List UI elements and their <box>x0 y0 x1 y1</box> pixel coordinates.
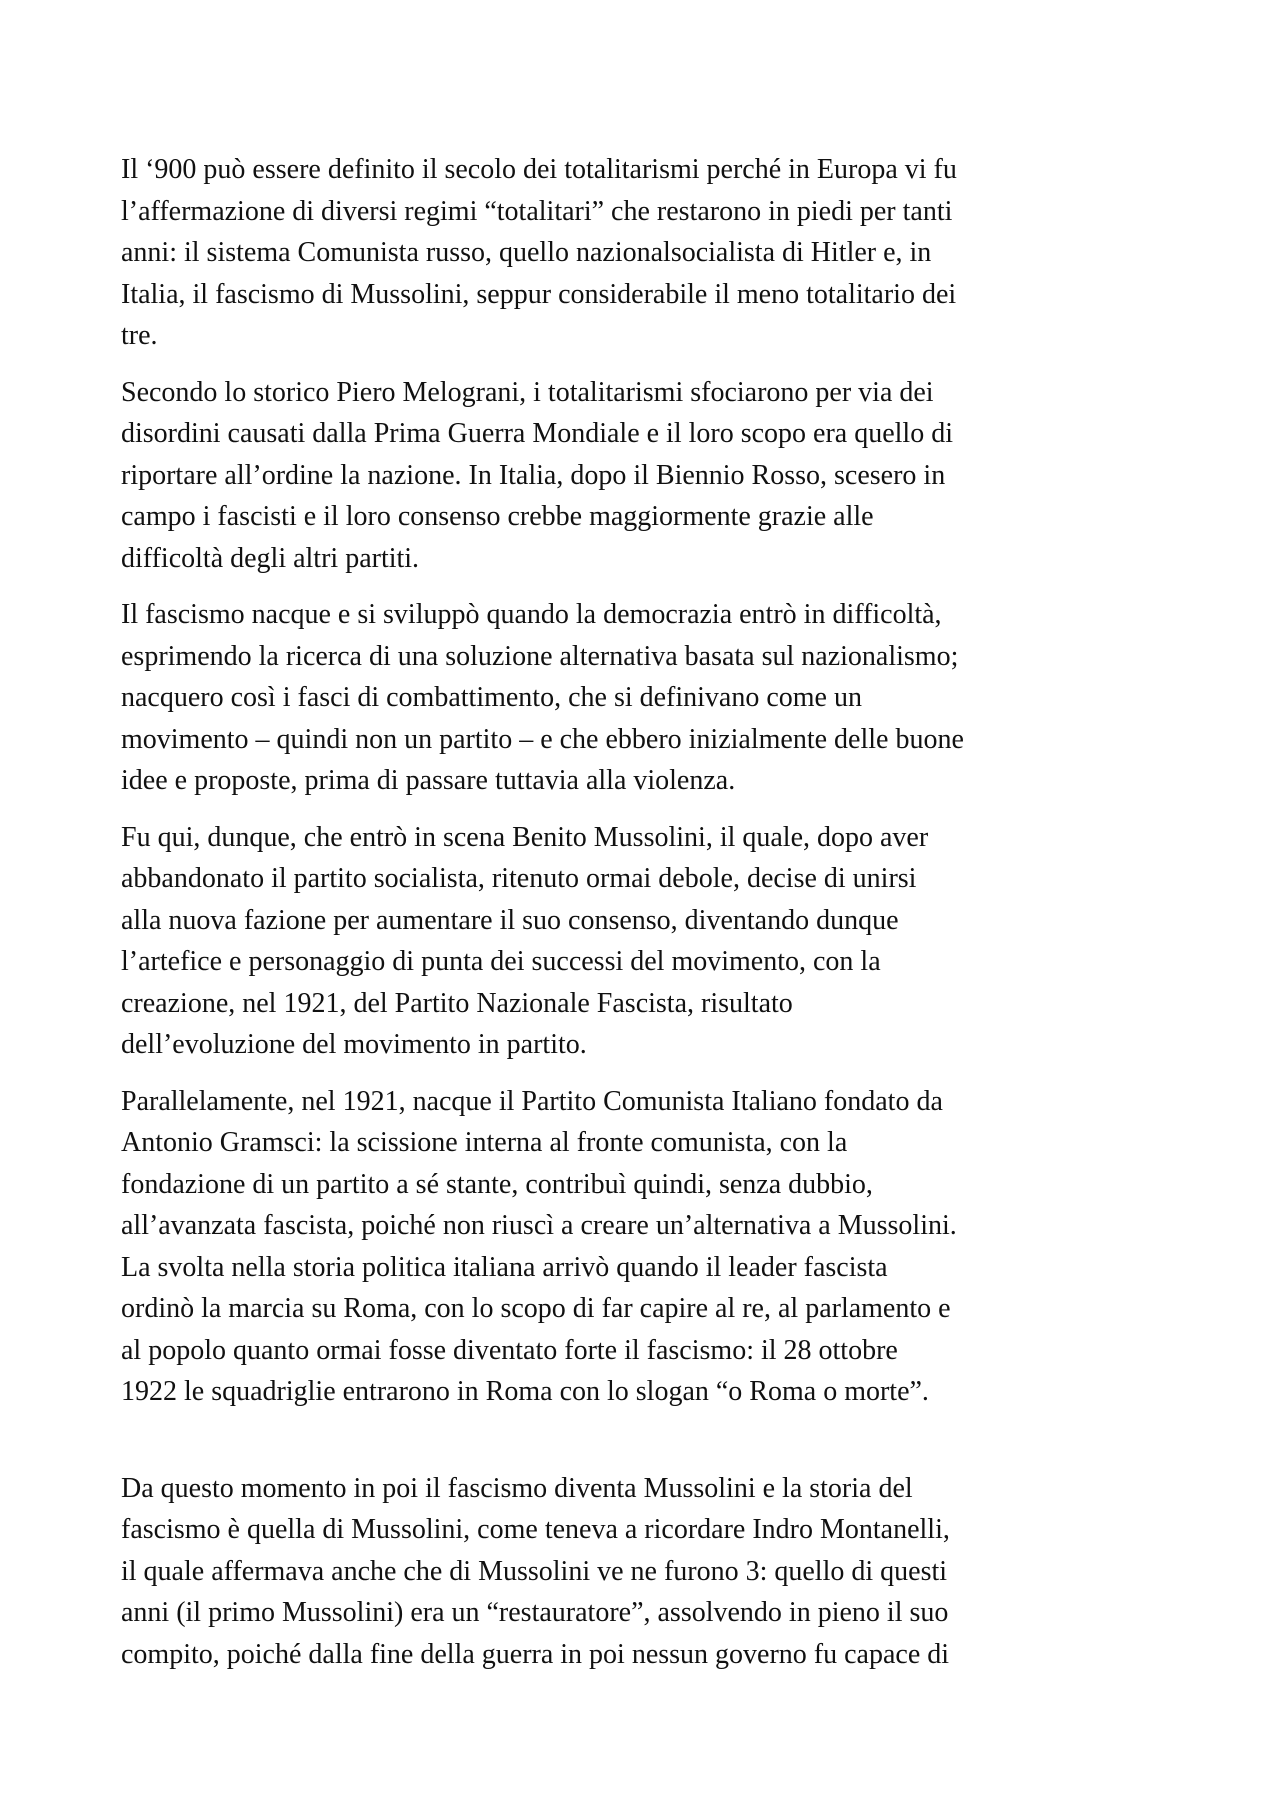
text-line: abbandonato il partito socialista, ritenuto ormai debole, decise di unirsi <box>121 863 917 894</box>
text-line: alla nuova fazione per aumentare il suo consenso, diventando dunque <box>121 904 899 936</box>
text-line: 1922 le squadriglie entrarono in Roma con lo slogan “o Roma o morte”. <box>121 1376 929 1407</box>
text-line: l’affermazione di diversi regimi “totalitari” che restarono in piedi per tanti <box>121 195 953 227</box>
paragraph-6 <box>121 1468 1181 1676</box>
text-line: Il fascismo nacque e si sviluppò quando la democrazia entrò in difficoltà, <box>121 599 942 630</box>
text-line: all’avanzata fascista, poiché non riuscì a creare un’alternativa a Mussolini. <box>121 1210 957 1241</box>
text-line: creazione, nel 1921, del Partito Nazionale Fascista, risultato <box>121 987 793 1019</box>
text-line: La svolta nella storia politica italiana arrivò quando il leader fascista <box>121 1251 888 1283</box>
text-line: disordini causati dalla Prima Guerra Mondiale e il loro scopo era quello di <box>121 418 953 449</box>
document-body <box>121 149 1181 1690</box>
text-line: Italia, il fascismo di Mussolini, seppur considerabile il meno totalitario dei <box>121 278 957 310</box>
paragraph-4 <box>121 817 1181 1066</box>
text-line: fascismo è quella di Mussolini, come teneva a ricordare Indro Montanelli, <box>121 1514 950 1545</box>
text-line: riportare all’ordine la nazione. In Italia, dopo il Biennio Rosso, scesero in <box>121 459 946 491</box>
text-line: movimento – quindi non un partito – e che ebbero inizialmente delle buone <box>121 723 964 755</box>
paragraph-5 <box>121 1081 1181 1413</box>
text-line: Da questo momento in poi il fascismo diventa Mussolini e la storia del <box>121 1472 913 1504</box>
text-line: fondazione di un partito a sé stante, contribuì quindi, senza dubbio, <box>121 1168 873 1200</box>
text-line: nacquero così i fasci di combattimento, che si definivano come un <box>121 682 862 713</box>
paragraph-1 <box>121 149 1181 357</box>
text-line: Secondo lo storico Piero Melograni, i totalitarismi sfociarono per via dei <box>121 376 934 408</box>
text-line: ordinò la marcia su Roma, con lo scopo di far capire al re, al parlamento e <box>121 1293 951 1324</box>
text-line: Fu qui, dunque, che entrò in scena Benito Mussolini, il quale, dopo aver <box>121 821 929 853</box>
text-line: Antonio Gramsci: la scissione interna al fronte comunista, con la <box>121 1127 848 1158</box>
text-line: l’artefice e personaggio di punta dei successi del movimento, con la <box>121 946 881 977</box>
blank-line-spacer <box>121 1428 1181 1468</box>
text-line: Il ‘900 può essere definito il secolo dei totalitarismi perché in Europa vi fu <box>121 154 957 185</box>
text-line: dell’evoluzione del movimento in partito. <box>121 1029 587 1060</box>
text-line: anni: il sistema Comunista russo, quello nazionalsocialista di Hitler e, in <box>121 237 932 268</box>
text-line: al popolo quanto ormai fosse diventato forte il fascismo: il 28 ottobre <box>121 1334 898 1366</box>
paragraph-2 <box>121 372 1181 580</box>
text-line: Parallelamente, nel 1921, nacque il Partito Comunista Italiano fondato da <box>121 1085 943 1117</box>
text-line: compito, poiché dalla fine della guerra in poi nessun governo fu capace di <box>121 1638 950 1670</box>
text-line: difficoltà degli altri partiti. <box>121 542 420 574</box>
text-line: il quale affermava anche che di Mussolini ve ne furono 3: quello di questi <box>121 1555 948 1587</box>
text-line: tre. <box>121 320 158 351</box>
text-line: anni (il primo Mussolini) era un “restauratore”, assolvendo in pieno il suo <box>121 1597 949 1628</box>
paragraph-3 <box>121 594 1181 802</box>
text-line: idee e proposte, prima di passare tuttavia alla violenza. <box>121 765 736 796</box>
text-line: campo i fascisti e il loro consenso crebbe maggiormente grazie alle <box>121 501 874 532</box>
text-line: esprimendo la ricerca di una soluzione alternativa basata sul nazionalismo; <box>121 640 959 672</box>
